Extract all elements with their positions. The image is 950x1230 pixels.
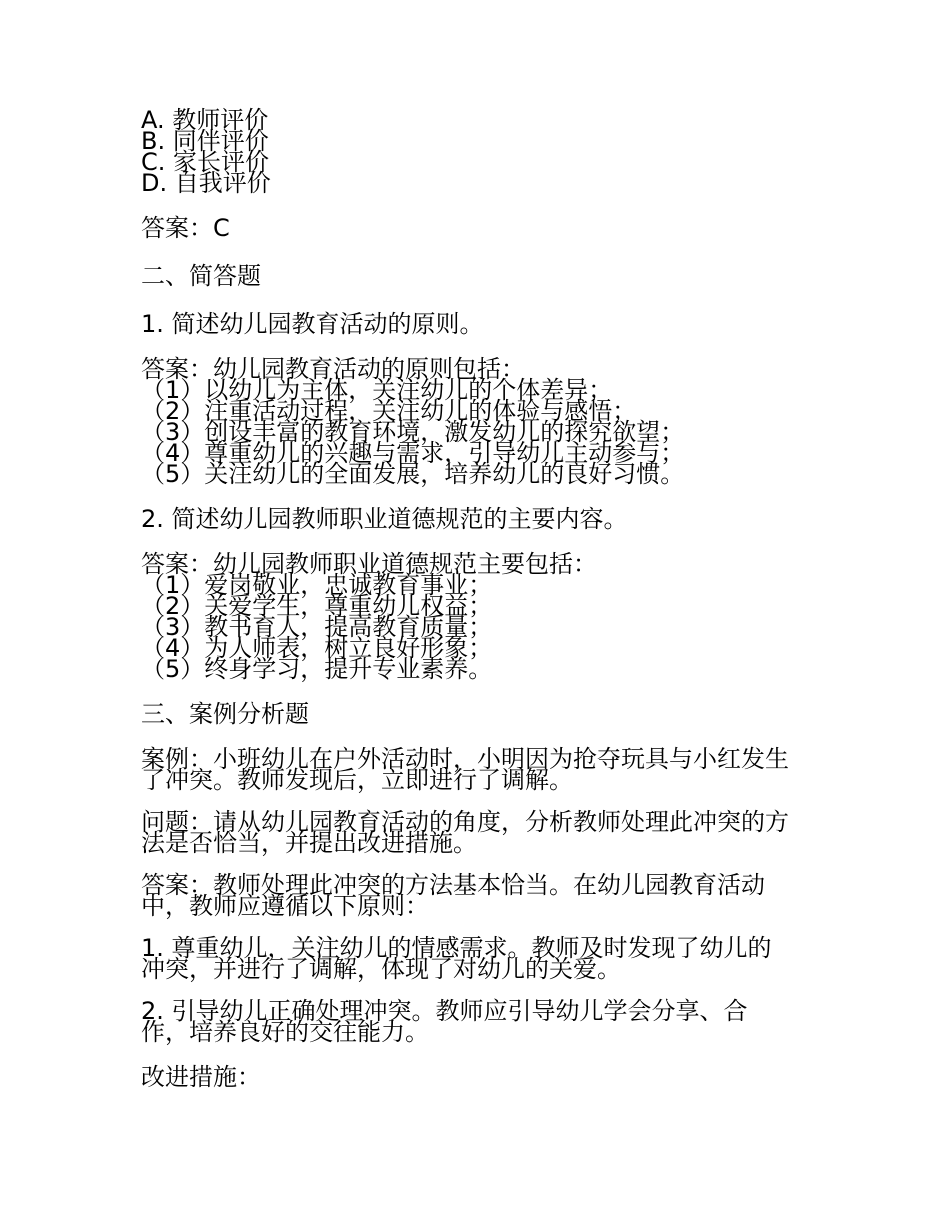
answer-2-block [141,550,821,683]
answer-3-block [141,871,821,920]
point-2-line: 2. 引导幼儿正确处理冲突。教师应引导幼儿学会分享、合 [141,997,748,1025]
answer-2-line: （4）为人师表，树立良好形象； [141,634,493,662]
answer-1-line: （5）关注幼儿的全面发展，培养幼儿的良好习惯。 [141,460,685,488]
answer-1-block [141,355,821,488]
document-page [141,106,821,1112]
answer-1-line: （1）以幼儿为主体，关注幼儿的个体差异； [141,376,613,404]
answer-1-line: 答案：幼儿园教育活动的原则包括： [141,355,525,383]
question-2: 2. 简述幼儿园教师职业道德规范的主要内容。 [141,505,628,533]
answer-1-line: （4）尊重幼儿的兴趣与需求，引导幼儿主动参与； [141,439,685,467]
answer-choice: 答案：C [141,214,230,242]
answer-2-line: （3）教书育人，提高教育质量； [141,613,493,641]
answer-2-line: （2）关爱学生，尊重幼儿权益； [141,592,493,620]
answer-1-line: （2）注重活动过程，关注幼儿的体验与感悟； [141,397,637,425]
section-title-case-analysis: 三、案例分析题 [141,700,309,728]
case-line: 案例：小班幼儿在户外活动时，小明因为抢夺玩具与小红发生 [141,745,789,773]
section-title-short-answer: 二、简答题 [141,262,261,290]
point-1-line: 冲突，并进行了调解，体现了对幼儿的关爱。 [141,955,621,983]
option-c: C. 家长评价 [141,148,270,176]
point-2-line: 作，培养良好的交往能力。 [141,1018,429,1046]
case-block [141,745,821,794]
case-question-block [141,808,821,857]
improvement-label: 改进措施： [141,1063,261,1091]
case-line: 了冲突。教师发现后，立即进行了调解。 [141,766,573,794]
case-question-line: 法是否恰当，并提出改进措施。 [141,829,477,857]
question-1: 1. 简述幼儿园教育活动的原则。 [141,310,484,338]
option-a: A. 教师评价 [141,106,269,134]
options-list [141,106,821,197]
answer-2-line: （1）爱岗敬业，忠诚教育事业； [141,571,493,599]
option-d: D. 自我评价 [141,169,271,197]
case-question-line: 问题：请从幼儿园教育活动的角度，分析教师处理此冲突的方 [141,808,789,836]
point-1-line: 1. 尊重幼儿，关注幼儿的情感需求。教师及时发现了幼儿的 [141,934,772,962]
answer-3-line: 答案：教师处理此冲突的方法基本恰当。在幼儿园教育活动 [141,871,765,899]
answer-2-line: 答案：幼儿园教师职业道德规范主要包括： [141,550,597,578]
answer-3-line: 中，教师应遵循以下原则： [141,892,429,920]
point-1-block [141,934,821,983]
point-2-block [141,997,821,1046]
option-b: B. 同伴评价 [141,127,269,155]
answer-1-line: （3）创设丰富的教育环境，激发幼儿的探究欲望； [141,418,685,446]
answer-2-line: （5）终身学习，提升专业素养。 [141,655,493,683]
